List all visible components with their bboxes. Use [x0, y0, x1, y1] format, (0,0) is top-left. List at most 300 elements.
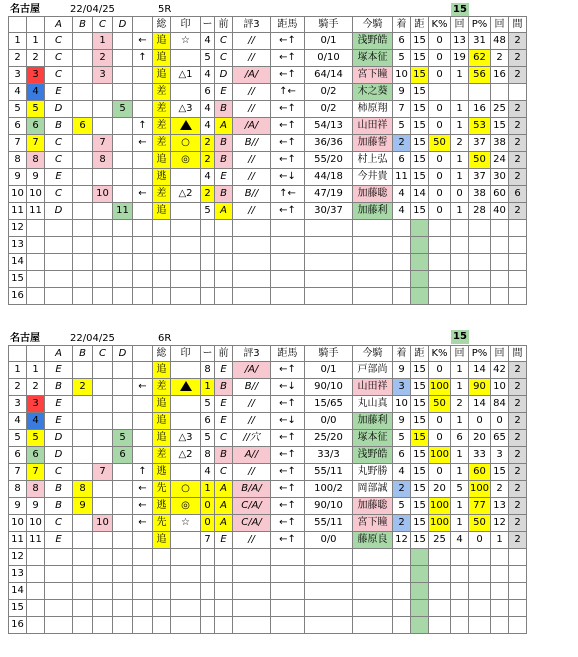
interval-cell: 2 — [509, 152, 527, 169]
prev-cell: B — [215, 152, 233, 169]
row-number-cell: 14 — [9, 254, 27, 271]
k-pct-cell — [429, 84, 451, 101]
column-header-eval3: 評3 — [233, 346, 271, 362]
rank-c-cell — [93, 600, 113, 617]
style-cell — [153, 271, 171, 288]
dist-horse-cell — [271, 617, 305, 634]
p-pct-cell: 77 — [469, 498, 491, 515]
prev-cell — [215, 288, 233, 305]
distance-cell: 15 — [411, 532, 429, 549]
prev-cell — [215, 237, 233, 254]
distance-header: 15 — [451, 3, 469, 17]
eval3-cell: /A/ — [233, 362, 271, 379]
eval3-cell — [233, 220, 271, 237]
distance-cell: 15 — [411, 169, 429, 186]
count2-cell — [491, 549, 509, 566]
rank-c-cell — [93, 362, 113, 379]
interval-cell — [509, 617, 527, 634]
rank-c-cell — [93, 481, 113, 498]
count2-cell: 3 — [491, 447, 509, 464]
eval3-cell: // — [233, 169, 271, 186]
jockey-stat-cell — [305, 271, 353, 288]
mark-cell: △2 — [171, 186, 201, 203]
arrow-cell — [133, 532, 153, 549]
table-row — [9, 118, 527, 135]
interval-cell — [509, 600, 527, 617]
distance-cell: 15 — [411, 101, 429, 118]
prev-cell: A — [215, 118, 233, 135]
interval-cell: 2 — [509, 50, 527, 67]
rank-d-cell — [113, 532, 133, 549]
column-header-dist-horse: 距馬 — [271, 17, 305, 33]
column-header-finish: 着 — [393, 346, 411, 362]
interval-cell — [509, 220, 527, 237]
rank-b-cell — [73, 583, 93, 600]
rank-a-cell: C — [45, 186, 73, 203]
table-row — [9, 600, 527, 617]
eval3-cell: //穴 — [233, 430, 271, 447]
waku-cell: 9 — [27, 169, 45, 186]
rank-d-cell — [113, 50, 133, 67]
table-row — [9, 481, 527, 498]
row-number-cell: 9 — [9, 169, 27, 186]
jockey-cell — [353, 237, 393, 254]
jockey-cell: 岡部誠 — [353, 481, 393, 498]
minus-cell: 4 — [201, 67, 215, 84]
column-header-interval: 間 — [509, 17, 527, 33]
arrow-cell: ← — [133, 515, 153, 532]
eval3-cell — [233, 549, 271, 566]
k-pct-cell: 50 — [429, 396, 451, 413]
p-pct-cell — [469, 220, 491, 237]
waku-cell: 4 — [27, 84, 45, 101]
style-cell: 差 — [153, 447, 171, 464]
arrow-cell — [133, 237, 153, 254]
rank-d-cell: 11 — [113, 203, 133, 220]
table-row — [9, 84, 527, 101]
jockey-cell: 藤原良 — [353, 532, 393, 549]
finish-cell — [393, 237, 411, 254]
rank-b-cell — [73, 33, 93, 50]
mark-cell — [171, 617, 201, 634]
prev-cell: B — [215, 101, 233, 118]
prev-cell: C — [215, 464, 233, 481]
row-number-cell: 13 — [9, 237, 27, 254]
distance-cell: 14 — [411, 186, 429, 203]
count2-cell — [491, 237, 509, 254]
dist-horse-cell — [271, 583, 305, 600]
minus-cell: 4 — [201, 33, 215, 50]
count2-cell: 42 — [491, 362, 509, 379]
interval-cell — [509, 237, 527, 254]
rank-b-cell — [73, 464, 93, 481]
eval3-cell: /A/ — [233, 67, 271, 84]
column-header-style: 総 — [153, 17, 171, 33]
distance-cell — [411, 617, 429, 634]
finish-cell: 5 — [393, 118, 411, 135]
p-pct-cell — [469, 617, 491, 634]
minus-cell: 0 — [201, 515, 215, 532]
table-row — [9, 152, 527, 169]
jockey-stat-cell: 44/18 — [305, 169, 353, 186]
row-number-cell: 11 — [9, 203, 27, 220]
column-header-count: 回 — [451, 17, 469, 33]
table-row — [9, 33, 527, 50]
race-5r-panel — [0, 0, 578, 320]
interval-cell: 2 — [509, 498, 527, 515]
rank-d-cell — [113, 481, 133, 498]
distance-cell: 15 — [411, 447, 429, 464]
venue-label: 名古屋 — [10, 333, 40, 344]
rank-b-cell: 2 — [73, 379, 93, 396]
arrow-cell — [133, 362, 153, 379]
table-row — [9, 617, 527, 634]
style-cell: 差 — [153, 135, 171, 152]
interval-cell: 2 — [509, 118, 527, 135]
prev-cell: A — [215, 515, 233, 532]
interval-cell: 2 — [509, 447, 527, 464]
prev-cell: E — [215, 84, 233, 101]
table-row — [9, 447, 527, 464]
race-5r-table — [8, 16, 527, 305]
rank-c-cell — [93, 532, 113, 549]
rank-d-cell — [113, 254, 133, 271]
prev-cell: C — [215, 50, 233, 67]
mark-cell: △2 — [171, 447, 201, 464]
rank-a-cell: D — [45, 430, 73, 447]
rank-d-cell — [113, 379, 133, 396]
eval3-cell: // — [233, 50, 271, 67]
column-header-prev: 前 — [215, 17, 233, 33]
rank-a-cell — [45, 271, 73, 288]
prev-cell: E — [215, 532, 233, 549]
rank-a-cell: E — [45, 532, 73, 549]
p-pct-cell: 33 — [469, 447, 491, 464]
interval-cell: 2 — [509, 379, 527, 396]
column-header-rank-b: B — [73, 17, 93, 33]
row-number-cell: 16 — [9, 288, 27, 305]
k-pct-cell: 0 — [429, 67, 451, 84]
k-pct-cell — [429, 271, 451, 288]
arrow-cell: ↑ — [133, 50, 153, 67]
p-pct-cell — [469, 566, 491, 583]
column-header-finish: 着 — [393, 17, 411, 33]
p-pct-cell: 16 — [469, 101, 491, 118]
rank-c-cell — [93, 101, 113, 118]
distance-cell: 15 — [411, 413, 429, 430]
jockey-stat-cell: 55/20 — [305, 152, 353, 169]
style-cell — [153, 583, 171, 600]
finish-cell: 2 — [393, 135, 411, 152]
finish-cell — [393, 566, 411, 583]
mark-cell — [171, 237, 201, 254]
jockey-cell — [353, 600, 393, 617]
count2-cell — [491, 254, 509, 271]
waku-cell: 10 — [27, 515, 45, 532]
interval-cell: 2 — [509, 362, 527, 379]
distance-cell — [411, 271, 429, 288]
dist-horse-cell: ←↑ — [271, 481, 305, 498]
rank-a-cell: C — [45, 152, 73, 169]
count-cell — [451, 254, 469, 271]
dist-horse-cell: ←↑ — [271, 430, 305, 447]
waku-cell: 11 — [27, 203, 45, 220]
jockey-cell: 戸部尚 — [353, 362, 393, 379]
jockey-stat-cell: 54/13 — [305, 118, 353, 135]
style-cell: 追 — [153, 532, 171, 549]
row-number-cell: 12 — [9, 549, 27, 566]
interval-cell: 6 — [509, 186, 527, 203]
jockey-stat-cell — [305, 617, 353, 634]
k-pct-cell: 100 — [429, 447, 451, 464]
arrow-cell — [133, 447, 153, 464]
table-row — [9, 549, 527, 566]
interval-cell: 2 — [509, 481, 527, 498]
style-cell: 先 — [153, 481, 171, 498]
rank-c-cell — [93, 379, 113, 396]
k-pct-cell — [429, 566, 451, 583]
arrow-cell: ← — [133, 379, 153, 396]
column-header-jockey-stat: 騎手 — [305, 17, 353, 33]
distance-cell: 15 — [411, 67, 429, 84]
rank-a-cell: D — [45, 447, 73, 464]
rank-c-cell — [93, 220, 113, 237]
count-cell: 2 — [451, 396, 469, 413]
finish-cell: 9 — [393, 362, 411, 379]
jockey-cell: 丸野勝 — [353, 464, 393, 481]
distance-cell: 15 — [411, 464, 429, 481]
count2-cell: 2 — [491, 481, 509, 498]
race-number: 5R — [158, 4, 172, 15]
count2-cell — [491, 600, 509, 617]
finish-cell: 7 — [393, 101, 411, 118]
row-number-cell: 6 — [9, 447, 27, 464]
p-pct-cell: 90 — [469, 379, 491, 396]
dist-horse-cell — [271, 220, 305, 237]
distance-cell: 15 — [411, 50, 429, 67]
count-cell — [451, 271, 469, 288]
waku-cell: 6 — [27, 447, 45, 464]
count2-cell — [491, 583, 509, 600]
row-number-cell: 11 — [9, 532, 27, 549]
rank-d-cell — [113, 515, 133, 532]
rank-b-cell — [73, 237, 93, 254]
rank-b-cell — [73, 101, 93, 118]
eval3-cell: // — [233, 396, 271, 413]
minus-cell: 1 — [201, 481, 215, 498]
finish-cell — [393, 288, 411, 305]
rank-c-cell — [93, 84, 113, 101]
dist-horse-cell: ←↑ — [271, 498, 305, 515]
jockey-stat-cell: 0/2 — [305, 84, 353, 101]
count2-cell: 40 — [491, 203, 509, 220]
minus-cell: 2 — [201, 152, 215, 169]
dist-horse-cell: ←↑ — [271, 152, 305, 169]
waku-cell: 3 — [27, 67, 45, 84]
p-pct-cell: 0 — [469, 413, 491, 430]
jockey-stat-cell — [305, 220, 353, 237]
dist-horse-cell: ←↑ — [271, 203, 305, 220]
prev-cell — [215, 549, 233, 566]
waku-cell: 9 — [27, 498, 45, 515]
mark-cell — [171, 583, 201, 600]
eval3-cell: // — [233, 464, 271, 481]
k-pct-cell: 0 — [429, 186, 451, 203]
mark-cell — [171, 254, 201, 271]
p-pct-cell: 100 — [469, 481, 491, 498]
distance-cell — [411, 549, 429, 566]
count-cell — [451, 549, 469, 566]
count2-cell: 84 — [491, 396, 509, 413]
rank-c-cell — [93, 288, 113, 305]
column-header-arrow — [133, 17, 153, 33]
count2-cell: 10 — [491, 379, 509, 396]
jockey-stat-cell: 15/65 — [305, 396, 353, 413]
rank-c-cell: 10 — [93, 515, 113, 532]
finish-cell — [393, 600, 411, 617]
minus-cell: 1 — [201, 379, 215, 396]
arrow-cell — [133, 566, 153, 583]
rank-b-cell — [73, 50, 93, 67]
waku-cell — [27, 617, 45, 634]
p-pct-cell — [469, 549, 491, 566]
style-cell: 差 — [153, 84, 171, 101]
eval3-cell: B/A/ — [233, 481, 271, 498]
mark-cell — [171, 413, 201, 430]
waku-cell: 11 — [27, 532, 45, 549]
p-pct-cell: 56 — [469, 67, 491, 84]
finish-cell: 9 — [393, 413, 411, 430]
waku-cell: 1 — [27, 362, 45, 379]
interval-cell — [509, 254, 527, 271]
rank-c-cell: 1 — [93, 33, 113, 50]
prev-cell — [215, 271, 233, 288]
count-cell — [451, 617, 469, 634]
interval-cell: 2 — [509, 101, 527, 118]
rank-c-cell — [93, 447, 113, 464]
distance-cell: 15 — [411, 33, 429, 50]
count-cell: 1 — [451, 203, 469, 220]
k-pct-cell: 20 — [429, 481, 451, 498]
column-header-interval: 間 — [509, 346, 527, 362]
jockey-stat-cell: 55/11 — [305, 464, 353, 481]
mark-cell: △1 — [171, 67, 201, 84]
count-cell — [451, 237, 469, 254]
interval-cell: 2 — [509, 135, 527, 152]
rank-a-cell — [45, 566, 73, 583]
p-pct-cell: 53 — [469, 118, 491, 135]
k-pct-cell — [429, 220, 451, 237]
rank-c-cell — [93, 498, 113, 515]
minus-cell: 0 — [201, 498, 215, 515]
jockey-cell: 塚本征 — [353, 430, 393, 447]
rank-b-cell: 8 — [73, 481, 93, 498]
race-6r-table — [8, 345, 527, 634]
style-cell: 逃 — [153, 169, 171, 186]
count2-cell: 38 — [491, 135, 509, 152]
mark-cell: ◎ — [171, 498, 201, 515]
finish-cell: 5 — [393, 50, 411, 67]
mark-cell — [171, 220, 201, 237]
rank-a-cell: D — [45, 101, 73, 118]
jockey-cell: 柿原翔 — [353, 101, 393, 118]
table-row — [9, 583, 527, 600]
p-pct-cell: 20 — [469, 430, 491, 447]
p-pct-cell — [469, 237, 491, 254]
rank-d-cell: 6 — [113, 447, 133, 464]
rank-b-cell — [73, 413, 93, 430]
k-pct-cell: 0 — [429, 413, 451, 430]
waku-cell — [27, 600, 45, 617]
arrow-cell — [133, 271, 153, 288]
waku-cell: 2 — [27, 379, 45, 396]
p-pct-cell: 60 — [469, 464, 491, 481]
mark-cell: △3 — [171, 101, 201, 118]
column-header-dist-horse: 距馬 — [271, 346, 305, 362]
count2-cell: 15 — [491, 464, 509, 481]
rank-d-cell — [113, 118, 133, 135]
p-pct-cell: 28 — [469, 203, 491, 220]
rank-b-cell — [73, 169, 93, 186]
jockey-cell — [353, 617, 393, 634]
dist-horse-cell: ←↑ — [271, 50, 305, 67]
p-pct-cell: 37 — [469, 135, 491, 152]
dist-horse-cell: ←↑ — [271, 135, 305, 152]
waku-cell: 2 — [27, 50, 45, 67]
prev-cell: E — [215, 362, 233, 379]
jockey-stat-cell: 25/20 — [305, 430, 353, 447]
style-cell — [153, 237, 171, 254]
jockey-cell: 加藤利 — [353, 203, 393, 220]
row-number-cell: 2 — [9, 50, 27, 67]
count-cell: 1 — [451, 379, 469, 396]
eval3-cell: B// — [233, 186, 271, 203]
waku-cell: 10 — [27, 186, 45, 203]
count-cell: 1 — [451, 101, 469, 118]
dist-horse-cell — [271, 600, 305, 617]
prev-cell: A — [215, 481, 233, 498]
mark-cell: ☆ — [171, 515, 201, 532]
rank-d-cell — [113, 600, 133, 617]
eval3-cell: /A/ — [233, 118, 271, 135]
arrow-cell — [133, 413, 153, 430]
arrow-cell — [133, 203, 153, 220]
column-header-style: 総 — [153, 346, 171, 362]
jockey-cell: 木之葵 — [353, 84, 393, 101]
style-cell: 追 — [153, 203, 171, 220]
style-cell: 逃 — [153, 498, 171, 515]
mark-cell — [171, 379, 201, 396]
rank-b-cell — [73, 362, 93, 379]
interval-cell — [509, 583, 527, 600]
minus-cell: 6 — [201, 84, 215, 101]
minus-cell: 2 — [201, 186, 215, 203]
k-pct-cell: 0 — [429, 152, 451, 169]
finish-cell: 4 — [393, 186, 411, 203]
interval-cell: 2 — [509, 413, 527, 430]
rank-d-cell — [113, 464, 133, 481]
prev-cell: B — [215, 186, 233, 203]
rank-d-cell — [113, 617, 133, 634]
k-pct-cell: 100 — [429, 379, 451, 396]
count-cell — [451, 566, 469, 583]
waku-cell: 1 — [27, 33, 45, 50]
style-cell — [153, 566, 171, 583]
jockey-stat-cell: 33/3 — [305, 447, 353, 464]
mark-cell — [171, 169, 201, 186]
rank-d-cell — [113, 84, 133, 101]
dist-horse-cell — [271, 237, 305, 254]
